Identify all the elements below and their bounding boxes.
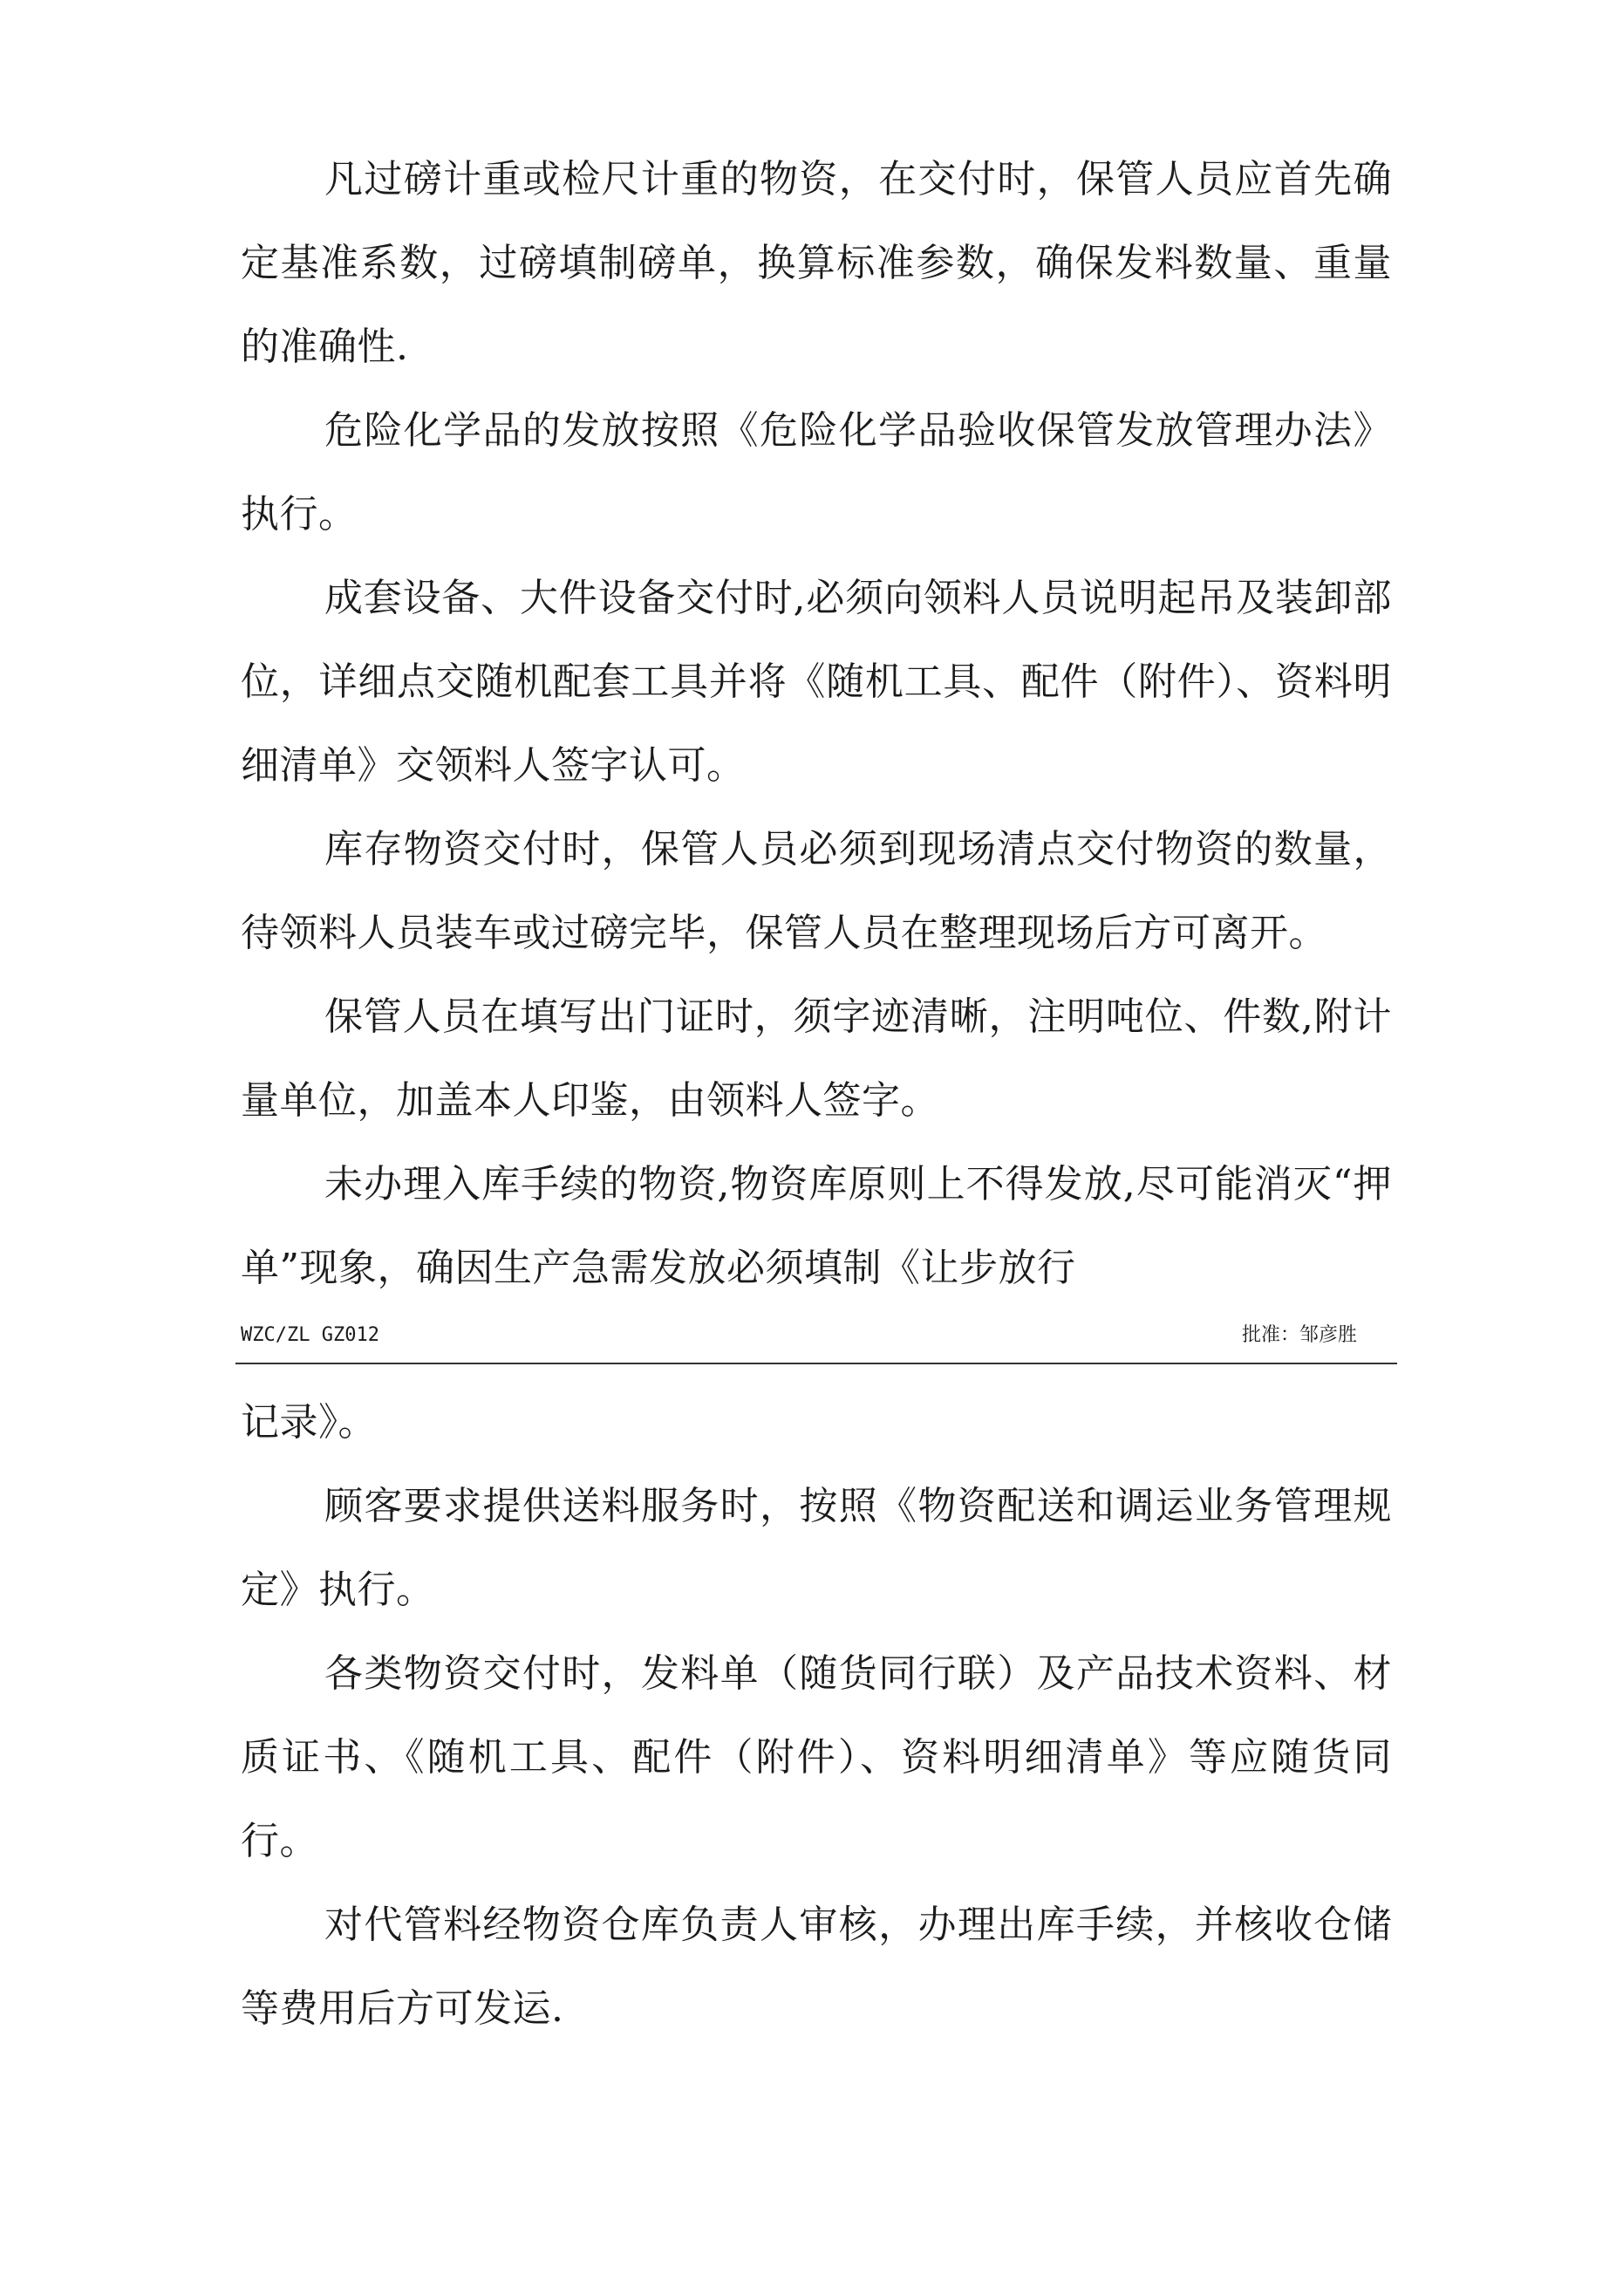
page-1-body (241, 138, 1392, 1310)
page-2-body (241, 1381, 1392, 2051)
paragraph-custody-materials: 对代管料经物资仓库负责人审核，办理出库手续，并核收仓储等费用后方可发运. (241, 1903, 1392, 2031)
paragraph-exit-pass: 保管人员在填写出门证时，须字迹清晰，注明吨位、件数,附计量单位，加盖本人印鉴，由领料人签字。 (241, 994, 1392, 1123)
paragraph-hazardous-chemicals: 危险化学品的发放按照《危险化学品验收保管发放管理办法》执行。 (241, 408, 1392, 536)
footer-divider (235, 1363, 1397, 1364)
approval-label: 批准：邹彦胜 (1241, 1324, 1357, 1346)
page-footer (241, 1318, 1392, 1353)
paragraph-stock-delivery: 库存物资交付时，保管人员必须到现场清点交付物资的数量，待领料人员装车或过磅完毕，保管人员在整理现场后方可离开。 (241, 827, 1392, 955)
paragraph-unregistered-goods: 未办理入库手续的物资,物资库原则上不得发放,尽可能消灭“押单”现象，确因生产急需发放必须填制《让步放行 (241, 1162, 1392, 1290)
paragraph-delivery-service: 顾客要求提供送料服务时，按照《物资配送和调运业务管理规定》执行。 (241, 1484, 1392, 1612)
paragraph-equipment-handover: 成套设备、大件设备交付时,必须向领料人员说明起吊及装卸部位，详细点交随机配套工具并将《随机工具、配件（附件）、资料明细清单》交领料人签字认可。 (241, 576, 1392, 788)
paragraph-continuation: 记录》。 (241, 1400, 377, 1445)
paragraph-accompanying-documents: 各类物资交付时，发料单（随货同行联）及产品技术资料、材质证书、《随机工具、配件（附件）、资料明细清单》等应随货同行。 (241, 1651, 1392, 1863)
paragraph-weighing: 凡过磅计重或检尺计重的物资，在交付时，保管人员应首先确定基准系数，过磅填制磅单，换算标准参数，确保发料数量、重量的准确性. (241, 157, 1392, 369)
document-code: WZC/ZL GZ012 (241, 1324, 379, 1346)
